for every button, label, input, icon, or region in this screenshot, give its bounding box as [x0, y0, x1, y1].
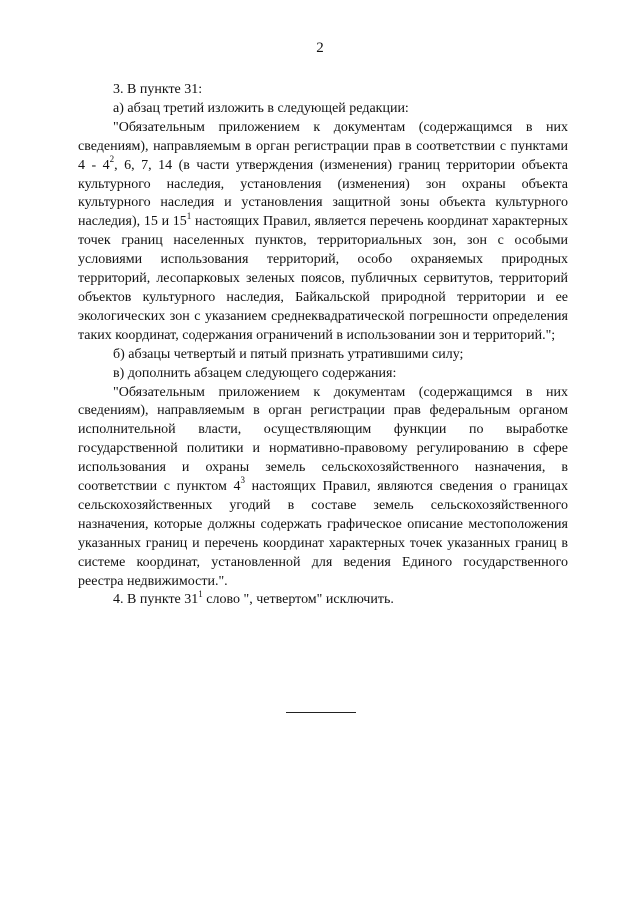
quote-a-superscript-2: 1: [186, 210, 192, 221]
quote-a-text-1: "Обязательным приложением к документам (содержащимся в них сведениям), направляемым в орган регистрации прав в соответствии с пунктами 4 - 4: [78, 119, 568, 173]
quote-c-text-2: настоящих Правил, являются сведения о границах сельскохозяйственных угодий в составе земель сельскохозяйственного назначения, которые должны содержать графическое описание местоположения указанных границ и перечень координат характерных точек указанных границ в системе координат, установленной для ведения Единого государственного реестра недвижимости.".: [78, 479, 568, 589]
subitem-a-quoted-paragraph: [78, 119, 568, 346]
item-3-heading: 3. В пункте 31:: [113, 82, 203, 97]
document-body: [78, 81, 568, 610]
subitem-a-heading: а) абзац третий изложить в следующей редакции:: [113, 100, 409, 116]
item-4-text-2: слово ", четвертом" исключить.: [202, 592, 394, 608]
page-number: 2: [316, 40, 324, 56]
subitem-b-paragraph: б) абзацы четвертый и пятый признать утратившими силу;: [113, 346, 464, 362]
quote-a-superscript-1: 2: [109, 153, 115, 164]
item-4-paragraph: [78, 588, 568, 610]
end-of-document-rule: [286, 712, 356, 713]
quote-a-text-2: , 6, 7, 14 (в части утверждения (изменения) границ территории объекта культурного наследия, установления (изменения) зон охраны объекта культурного наследия и установления защитной зоны объекта культурного наследия), 15 и 15: [78, 157, 568, 230]
quote-c-superscript-1: 3: [240, 475, 245, 486]
quote-a-text-3: настоящих Правил, является перечень координат характерных точек границ населенных пунктов, территориальных зон, зон с особыми условиями использования территорий, особо охраняемых природных территорий, лесопарковых зеленых поясов, публичных сервитутов, территорий объектов культурного наследия, Байкальской природной территории и ее экологических зон с указанием среднеквадратической погрешности определения таких координат, содержания ограничений в использовании зон и территорий.";: [78, 214, 568, 343]
subitem-c-heading: в) дополнить абзацем следующего содержания:: [113, 365, 397, 381]
quote-c-text-1: "Обязательным приложением к документам (содержащимся в них сведениям), направляемым в орган регистрации прав федеральным органом исполнительной власти, осуществляющим функции по выработке государственной политики и нормативно-правовому регулированию в сфере использования и охраны земель сельскохозяйственного назначения, в соответствии с пунктом 4: [78, 384, 568, 495]
item-4-superscript: 1: [198, 588, 203, 599]
subitem-c-quoted-paragraph: [78, 384, 568, 592]
item-4-text-1: 4. В пункте 31: [113, 592, 199, 608]
